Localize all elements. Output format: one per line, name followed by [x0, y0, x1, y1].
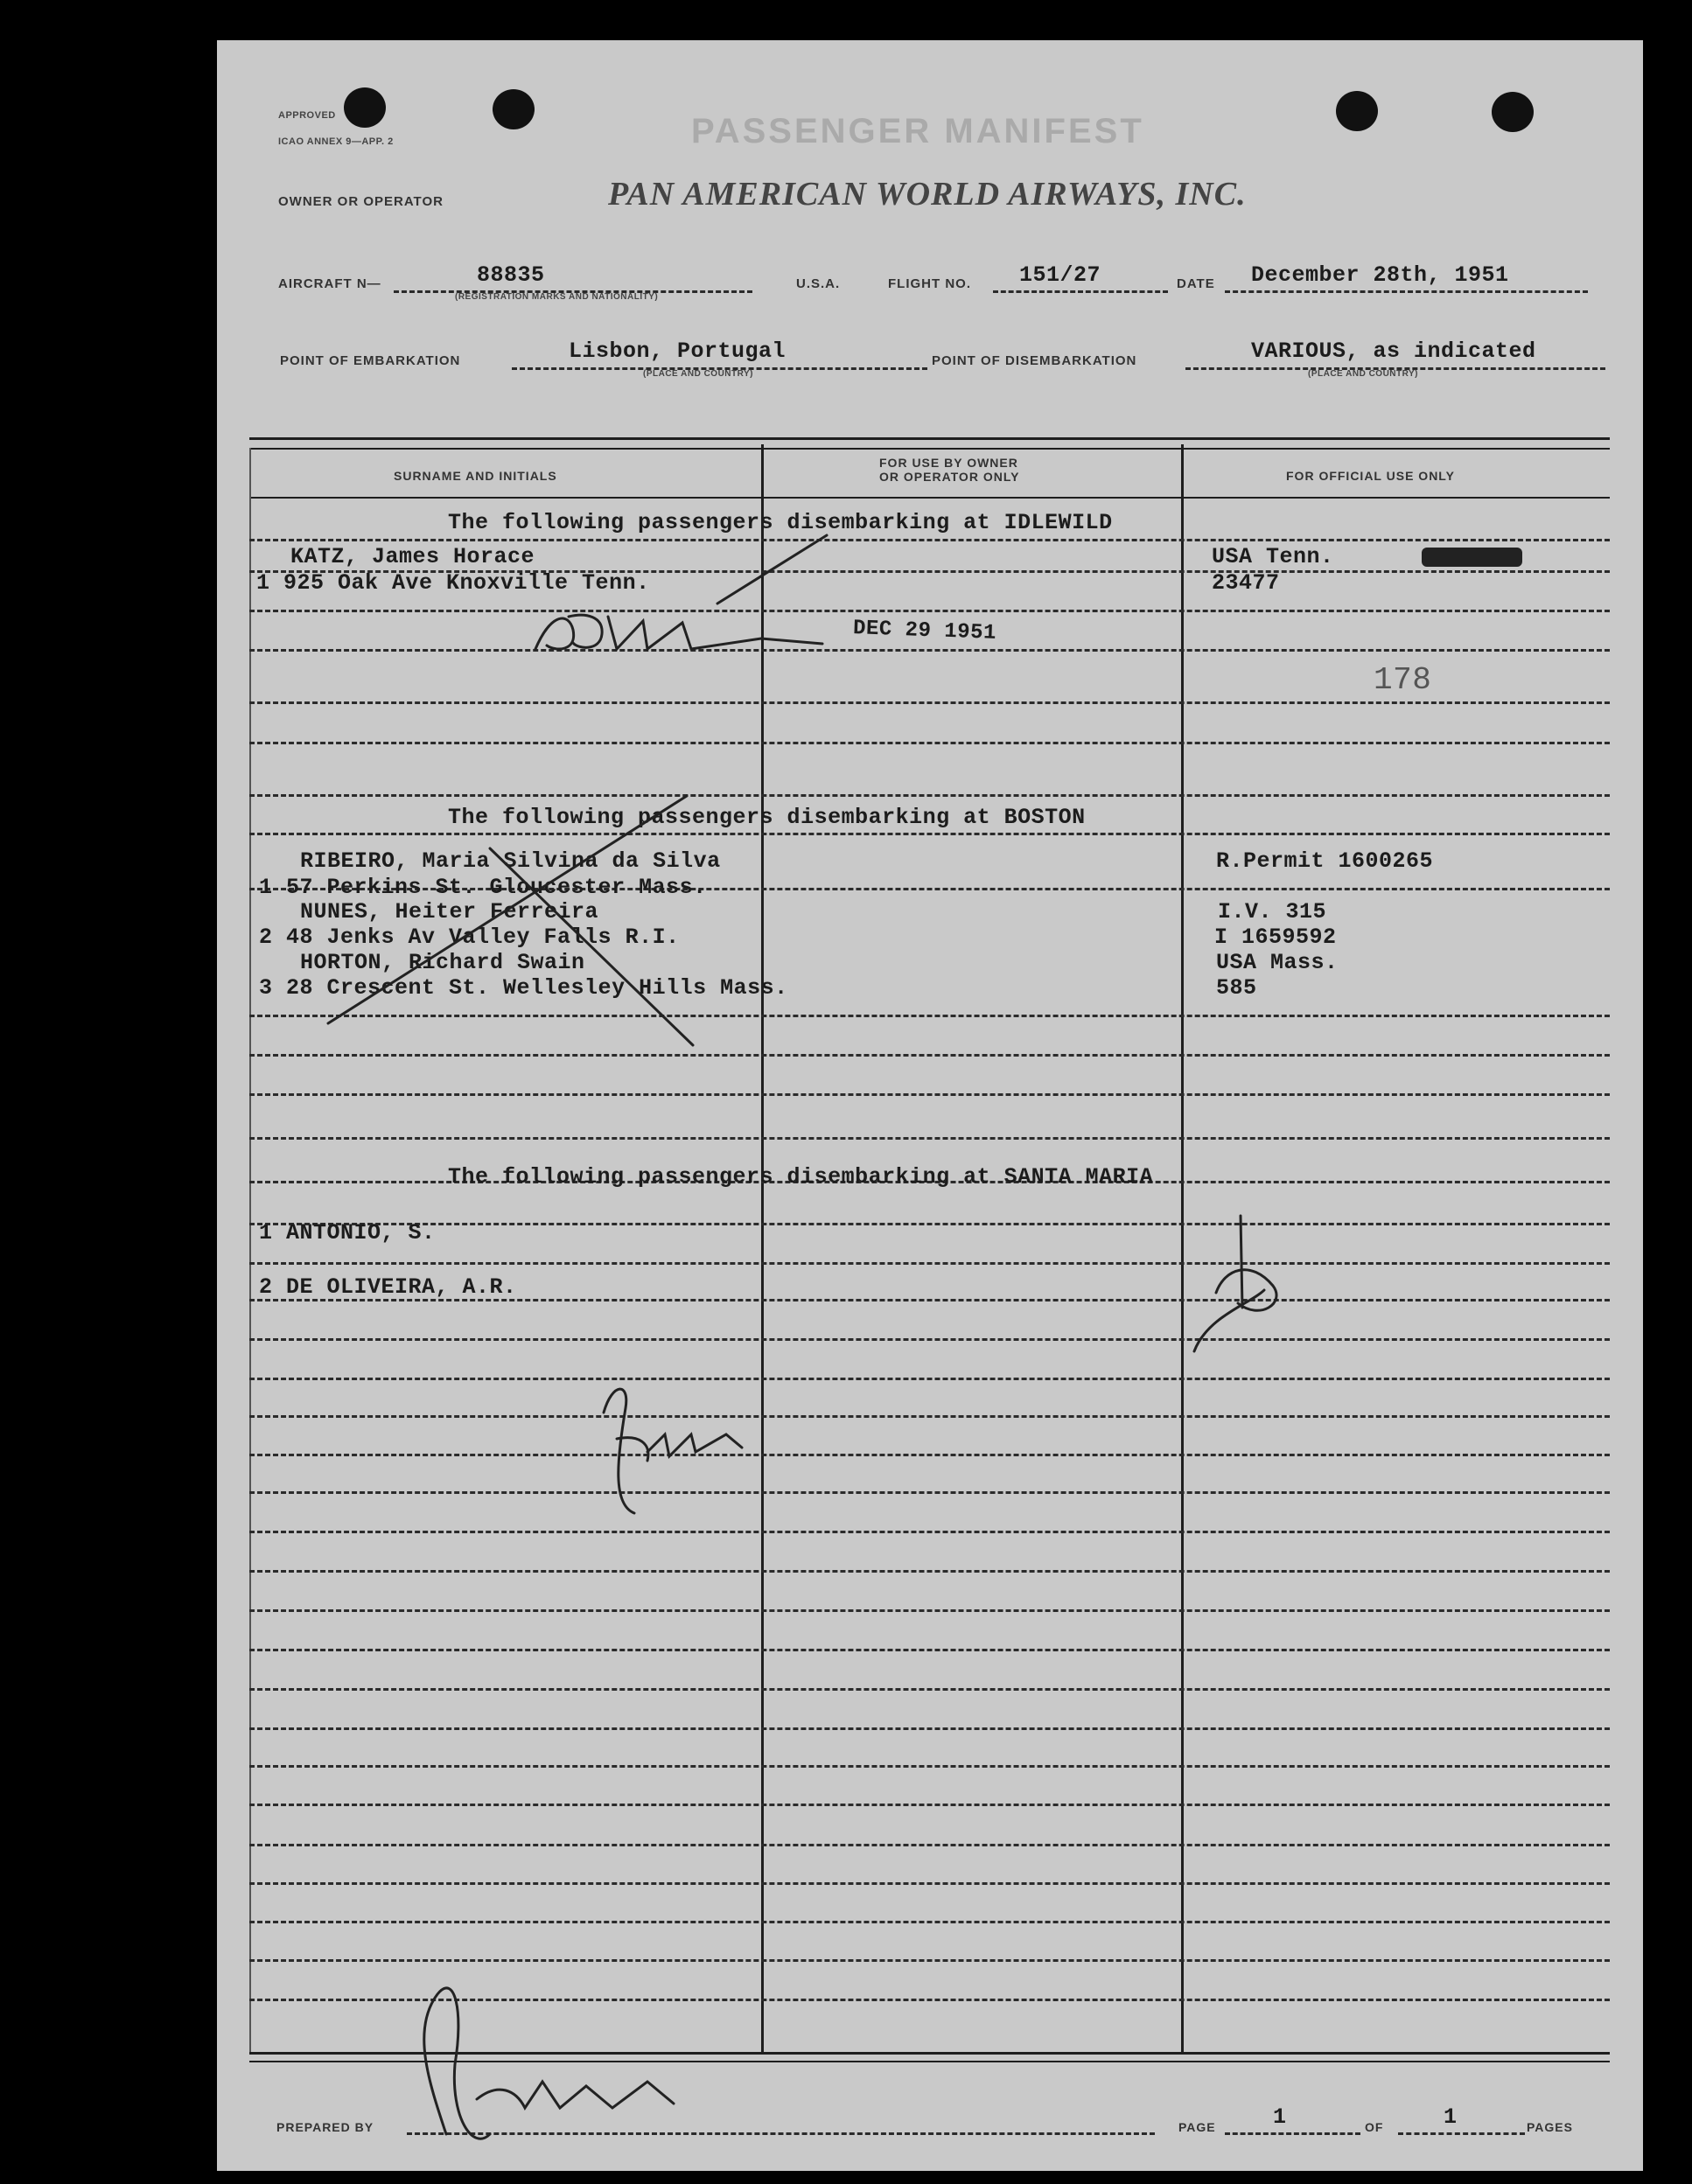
- date-label: DATE: [1177, 276, 1215, 291]
- pages-label: PAGES: [1527, 2120, 1573, 2134]
- embarkation-caption: (PLACE AND COUNTRY): [643, 369, 753, 379]
- section-heading: The following passengers disembarking at SANTA MARIA: [448, 1164, 1154, 1190]
- approval-line: APPROVED: [278, 110, 336, 121]
- passenger-name: KATZ, James Horace: [290, 544, 535, 569]
- redaction-mark: [1422, 548, 1522, 567]
- section-heading: The following passengers disembarking at BOSTON: [448, 805, 1086, 830]
- page-total: 1: [1444, 2104, 1458, 2130]
- date-stamp: DEC 29 1951: [852, 617, 997, 645]
- aircraft-caption: (REGISTRATION MARKS AND NATIONALITY): [455, 292, 659, 302]
- passenger-line: 1 ANTONIO, S.: [259, 1220, 436, 1246]
- owner-label: OWNER OR OPERATOR: [278, 194, 444, 209]
- passenger-line: 2 DE OLIVEIRA, A.R.: [259, 1274, 517, 1300]
- official-entry: 23477: [1212, 570, 1280, 596]
- passenger-name: RIBEIRO, Maria Silvina da Silva: [300, 848, 721, 874]
- official-entry: R.Permit 1600265: [1216, 848, 1434, 874]
- flight-value: 151/27: [1019, 262, 1101, 288]
- column-divider: [761, 444, 764, 2054]
- official-entry: 585: [1216, 975, 1257, 1001]
- flight-label: FLIGHT NO.: [888, 276, 971, 291]
- official-entry: USA Mass.: [1216, 950, 1339, 975]
- column-divider: [1181, 444, 1184, 2054]
- page-number: 1: [1273, 2104, 1287, 2130]
- column-header-owner: OR OPERATOR ONLY: [879, 470, 1020, 484]
- passenger-name: NUNES, Heiter Ferreira: [300, 899, 599, 925]
- owner-value: PAN AMERICAN WORLD AIRWAYS, INC.: [608, 176, 1247, 213]
- prepared-by-label: PREPARED BY: [276, 2120, 374, 2134]
- passenger-address: 1 57 Perkins St. Gloucester Mass.: [259, 875, 707, 900]
- punch-hole: [1492, 92, 1534, 132]
- aircraft-value: 88835: [477, 262, 545, 288]
- date-value: December 28th, 1951: [1251, 262, 1509, 288]
- embarkation-value: Lisbon, Portugal: [569, 338, 787, 364]
- stamp-number: 178: [1374, 662, 1432, 698]
- passenger-address: 3 28 Crescent St. Wellesley Hills Mass.: [259, 975, 788, 1001]
- passenger-name: HORTON, Richard Swain: [300, 950, 585, 975]
- disembarkation-caption: (PLACE AND COUNTRY): [1308, 369, 1418, 379]
- column-header-surname: SURNAME AND INITIALS: [394, 469, 557, 483]
- page-label: PAGE: [1178, 2120, 1216, 2134]
- approval-line: ICAO ANNEX 9—APP. 2: [278, 136, 394, 147]
- punch-hole: [1336, 91, 1378, 131]
- column-header-official: FOR OFFICIAL USE ONLY: [1286, 469, 1455, 483]
- form-title: PASSENGER MANIFEST: [691, 112, 1144, 150]
- punch-hole: [493, 89, 535, 129]
- aircraft-label: AIRCRAFT N—: [278, 276, 381, 291]
- official-entry: I 1659592: [1214, 925, 1337, 950]
- embarkation-label: POINT OF EMBARKATION: [280, 353, 461, 368]
- usa-label: U.S.A.: [796, 276, 841, 291]
- official-entry: I.V. 315: [1218, 899, 1327, 925]
- passenger-address: 2 48 Jenks Av Valley Falls R.I.: [259, 925, 680, 950]
- column-header-owner: FOR USE BY OWNER: [879, 456, 1018, 470]
- punch-hole: [344, 87, 386, 128]
- of-label: OF: [1365, 2120, 1384, 2134]
- disembarkation-label: POINT OF DISEMBARKATION: [932, 353, 1137, 368]
- passenger-address: 1 925 Oak Ave Knoxville Tenn.: [256, 570, 650, 596]
- disembarkation-value: VARIOUS, as indicated: [1251, 338, 1536, 364]
- official-entry: USA Tenn.: [1212, 544, 1334, 569]
- section-heading: The following passengers disembarking at IDLEWILD: [448, 510, 1113, 535]
